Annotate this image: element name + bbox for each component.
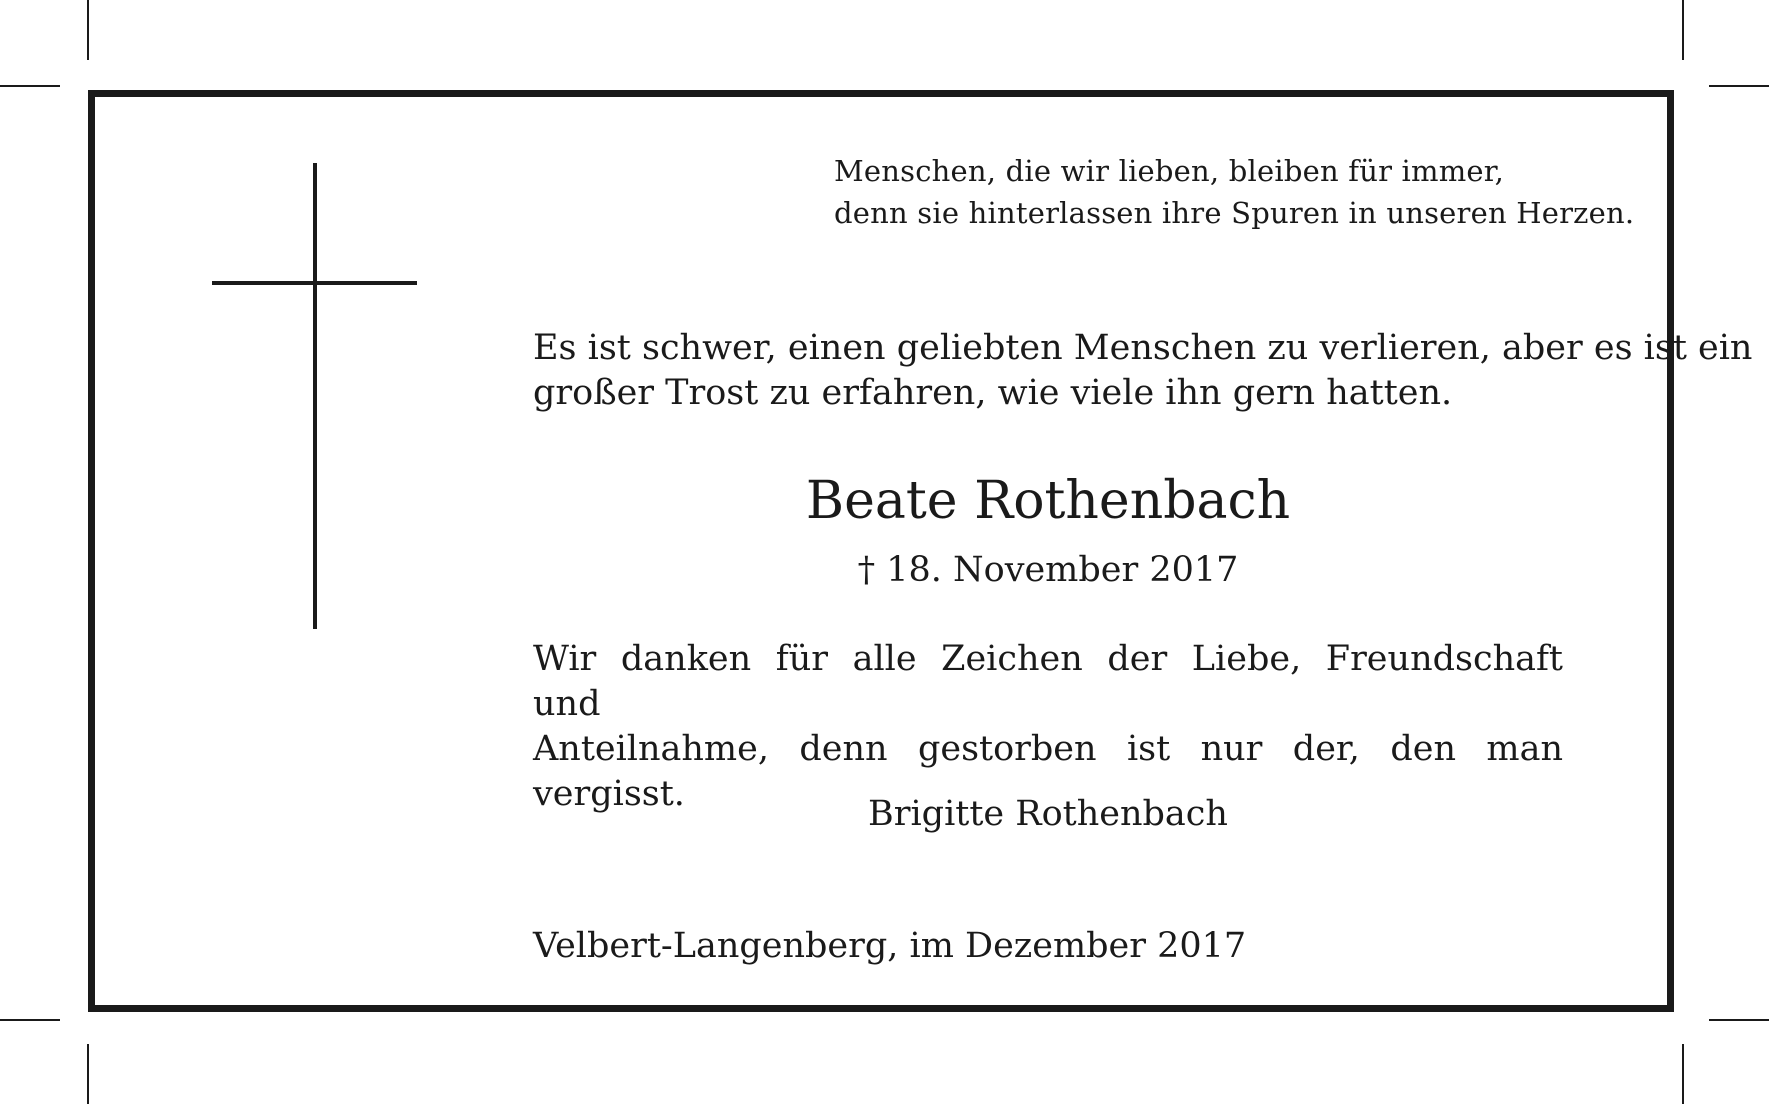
intro-paragraph [533, 326, 1753, 416]
motto-line-1: Menschen, die wir lieben, bleiben für immer, [834, 154, 1505, 188]
thanks-line-2: Anteilnahme, denn gestorben ist nur der, den man vergisst. [533, 729, 1563, 814]
motto-verse [834, 150, 1634, 234]
thanks-paragraph [533, 637, 1563, 817]
crop-mark-left-top [0, 85, 60, 87]
cross-icon-horizontal [212, 281, 417, 285]
crop-mark-right-bottom [1709, 1019, 1769, 1021]
place-date: Velbert-Langenberg, im Dezember 2017 [533, 926, 1247, 966]
crop-mark-right-top [1709, 85, 1769, 87]
motto-line-2: denn sie hinterlassen ihre Spuren in unseren Herzen. [834, 196, 1635, 230]
thanks-line-1: Wir danken für alle Zeichen der Liebe, Freundschaft und [533, 639, 1563, 724]
intro-line-2: großer Trost zu erfahren, wie viele ihn gern hatten. [533, 373, 1453, 413]
signer-name: Brigitte Rothenbach [868, 794, 1228, 834]
crop-mark-top-left [87, 0, 89, 60]
cross-icon-vertical [313, 163, 317, 629]
crop-mark-top-right [1682, 0, 1684, 60]
death-date: † 18. November 2017 [857, 550, 1239, 590]
intro-line-1: Es ist schwer, einen geliebten Menschen zu verlieren, aber es ist ein [533, 328, 1753, 368]
deceased-name: Beate Rothenbach [805, 471, 1291, 531]
crop-mark-bottom-left [87, 1044, 89, 1104]
crop-mark-left-bottom [0, 1019, 60, 1021]
crop-mark-bottom-right [1682, 1044, 1684, 1104]
